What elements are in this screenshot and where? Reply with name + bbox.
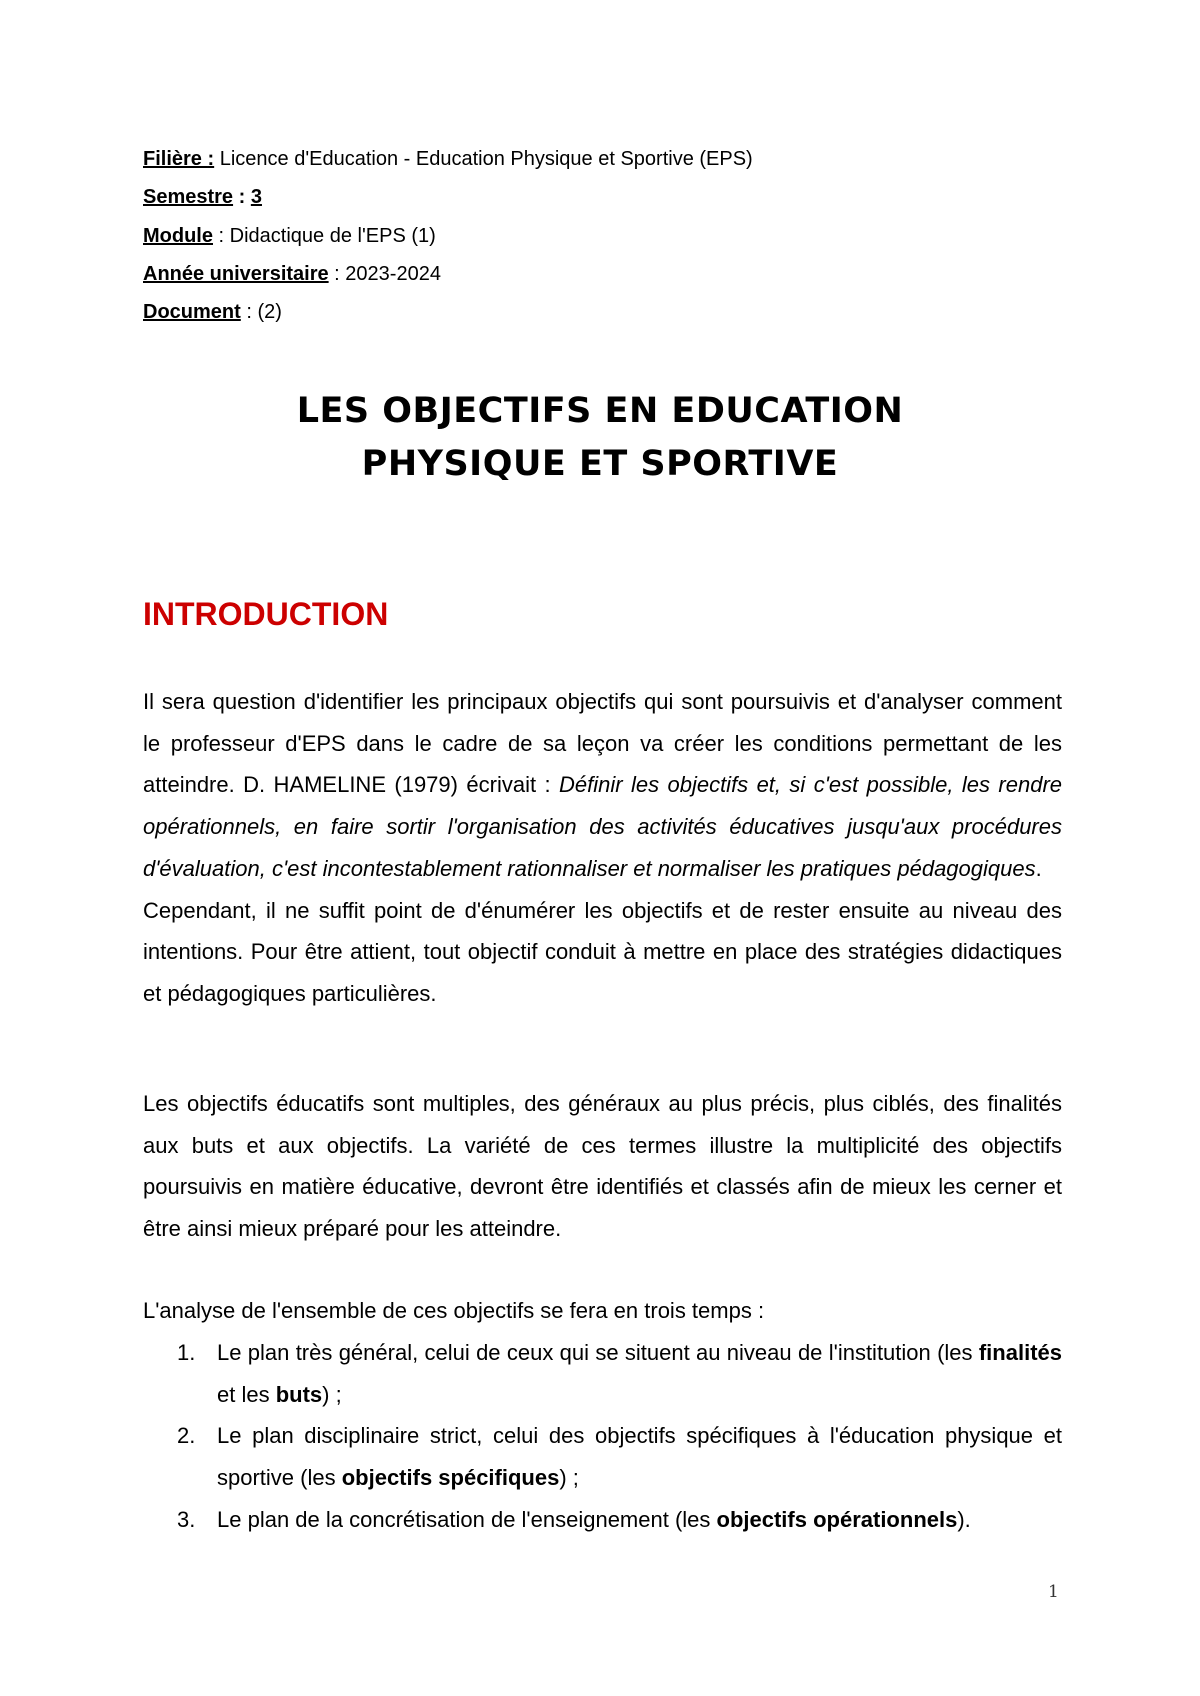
list-item-text: et les <box>217 1381 276 1407</box>
list-item-text: ) ; <box>322 1381 342 1407</box>
meta-filiere-label: Filière <box>143 148 208 170</box>
page-title-line-2: PHYSIQUE ET SPORTIVE <box>361 444 839 484</box>
paragraph-cependant: Cependant, il ne suffit point de d'énumérer les objectifs et de rester ensuite au niveau des intentions. Pour être attient, tout objectif conduit à mettre en place des stratégies didactiques et pédagogiques particulières. <box>143 897 1062 1006</box>
meta-semestre <box>143 178 753 216</box>
list-item-text: Le plan très général, celui de ceux qui se situent au niveau de l'institution (les <box>217 1340 979 1365</box>
page-title-line-1: LES OBJECTIFS EN EDUCATION <box>296 391 904 431</box>
list-item-number: 1. <box>177 1340 196 1365</box>
paragraph-2-text: Les objectifs éducatifs sont multiples, des généraux au plus précis, plus ciblés, des finalités aux buts et aux objectifs. La variété de ces termes illustre la multiplicité des objectifs poursuivis en matière éducative, devront être identifiés et classés afin de mieux les cerner et être ainsi mieux préparé pour les atteindre. <box>143 1091 1062 1242</box>
meta-filiere-value: Licence d'Education - Education Physique et Sportive (EPS) <box>214 148 753 170</box>
list-item <box>143 1415 1062 1498</box>
list-item-text: ). <box>957 1506 971 1532</box>
page-number: 1 <box>1048 1582 1059 1602</box>
document-metadata <box>143 140 753 331</box>
meta-document-label: Document <box>143 301 241 324</box>
introduction-paragraph-2 <box>143 1083 1062 1250</box>
list-item-bold-finalites: finalités <box>978 1340 1062 1365</box>
list-item-bold-objectifs-specifiques: objectifs spécifiques <box>341 1465 560 1491</box>
list-item-text: Le plan de la concrétisation de l'enseignement (les <box>217 1506 717 1532</box>
introduction-paragraph-1 <box>143 681 1062 1015</box>
paragraph-1-end: . <box>1035 855 1042 881</box>
meta-semestre-value: 3 <box>250 186 262 209</box>
introduction-paragraph-3 <box>143 1290 1062 1332</box>
list-item-bold-buts: buts <box>275 1381 323 1407</box>
meta-semestre-separator: : <box>233 186 251 209</box>
hameline-quote: Définir les objectifs et, si c'est possible, les rendre opérationnels, en faire sortir l'organisation des activités éducatives jusqu'aux procédures d'évaluation, c'est incontestablement rationnaliser et normaliser les pratiques pédagogiques <box>143 772 1063 881</box>
list-item-number: 3. <box>177 1506 196 1532</box>
meta-module-label: Module <box>143 224 213 247</box>
analysis-steps-list <box>143 1332 1062 1541</box>
meta-module <box>143 217 753 255</box>
list-item-bold-objectifs-operationnels: objectifs opérationnels <box>716 1506 958 1532</box>
paragraph-3-text: L'analyse de l'ensemble de ces objectifs se fera en trois temps : <box>143 1298 765 1323</box>
meta-annee-label: Année universitaire <box>143 262 329 285</box>
page-title <box>150 385 1050 491</box>
list-item-text: Le plan disciplinaire strict, celui des objectifs spécifiques à l'éducation physique et sportive (les <box>217 1423 1062 1491</box>
meta-filiere <box>143 140 753 178</box>
meta-document-value: : (2) <box>240 301 282 324</box>
list-item <box>143 1332 1062 1415</box>
paragraph-hameline <box>143 681 1062 890</box>
list-item <box>143 1499 1062 1541</box>
meta-semestre-label: Semestre <box>143 186 234 209</box>
meta-filiere-separator: : <box>207 148 215 170</box>
meta-annee <box>143 255 753 293</box>
meta-annee-value: : 2023-2024 <box>328 262 441 285</box>
list-item-text: ) ; <box>559 1465 579 1491</box>
meta-module-value: : Didactique de l'EPS (1) <box>213 224 436 247</box>
list-item-number: 2. <box>177 1423 196 1449</box>
paragraph-1-text: Il sera question d'identifier les principaux objectifs qui sont poursuivis et d'analyser comment le professeur d'EPS dans le cadre de sa leçon va créer les conditions permettant de les atteindre. D. HAMELINE (1979) écrivait : <box>143 689 1062 798</box>
introduction-heading: INTRODUCTION <box>143 596 389 632</box>
meta-document <box>143 293 753 331</box>
